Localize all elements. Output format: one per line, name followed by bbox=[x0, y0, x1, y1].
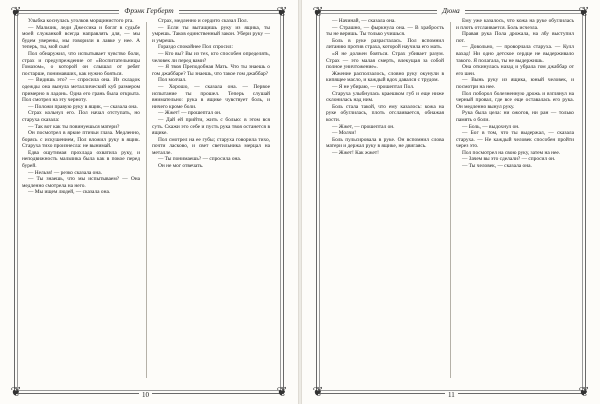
column-divider bbox=[450, 22, 451, 378]
corner-ornament-icon: ❦ bbox=[312, 4, 324, 19]
text-column-1 bbox=[22, 18, 140, 380]
column-divider bbox=[146, 22, 147, 378]
paragraph: — Мы ищем людей, — сказала она. bbox=[28, 189, 111, 196]
corner-ornament-icon: ❦ bbox=[10, 4, 22, 19]
corner-ornament-icon: ❦ bbox=[312, 384, 324, 399]
page-number: 10 bbox=[139, 391, 152, 399]
text-column-2 bbox=[152, 18, 270, 380]
corner-ornament-icon: ❦ bbox=[276, 4, 288, 19]
paragraph: Боль пульсировала в руке. Он вспомнил слова матери и держал руку в ящике, не двигаясь. bbox=[326, 136, 444, 150]
paragraph: — Страшно, — фыркнула она. — В храбрость ты не веришь. Ты только учишься. bbox=[326, 24, 444, 38]
paragraph: — Так вот как ты повинуешься матери? bbox=[28, 123, 120, 130]
paragraph: — Кто вы? Вы из тех, кто способен определять, человек ли перед вами? bbox=[152, 50, 270, 64]
paragraph: Она откинулась назад и убрала гом джаббар от его шеи. bbox=[456, 64, 574, 77]
paragraph: Едва ощутимая прохлада охватила руку, и неподвижность мальчика была как в покое перед бурей. bbox=[22, 149, 140, 170]
paragraph: — Если ты вытащишь руку из ящика, ты умрешь. Таков единственный закон. Убери руку — и умрешь. bbox=[152, 24, 270, 44]
text-column-2 bbox=[456, 18, 574, 380]
paragraph: «Я не должен бояться. Страх убивает разум. Страх — это малая смерть, влекущая за собой полное уничтожение». bbox=[326, 50, 444, 71]
paragraph: — Ты понимаешь? — спросила она. bbox=[158, 156, 242, 163]
paragraph: Улыбка коснулась уголков морщинистого рта. bbox=[28, 18, 134, 24]
paragraph: Пол посмотрел на свою руку, затем на нее. bbox=[462, 149, 561, 156]
paragraph: — Хорошо, — сказала она. — Первое испытание ты прошел. Теперь слушай внимательно: рука в ящике чувствует боль, и ничего кроме боли. bbox=[152, 83, 270, 110]
paragraph: — Жжет! — прошептал он. bbox=[158, 110, 222, 117]
paragraph: Он не мог отвечать. bbox=[158, 163, 204, 170]
paragraph: Рука была цела: ни ожогов, ни ран — только память о боли. bbox=[456, 110, 574, 123]
right-page bbox=[302, 0, 600, 404]
paragraph: — Бог в том, что ты выдержал, — сказала старуха. — Не каждый человек способен пройти через это. bbox=[456, 130, 574, 150]
paragraph: — Видишь это? — спросила она. Из складок одежды она вынула металлический куб размером примерно в ладонь. Одна его грань была открыта. Пол смотрел на эту черноту. bbox=[22, 77, 140, 104]
paragraph: — Довольно, — проворчала старуха. — Кулл вахад! Ни одно детское сердце не выдерживало такого. Я полагала, ты не выдержишь. bbox=[456, 44, 574, 64]
corner-ornament-icon: ❦ bbox=[578, 384, 590, 399]
paragraph: — Жжет, — прошептал он. bbox=[332, 123, 395, 130]
paragraph: — Начинай, — сказала она. bbox=[332, 18, 396, 24]
paragraph: Пол поборол болезненную дрожь и взглянул на черный провал, где все еще оставалась его рука. Он медленно вынул руку. bbox=[456, 90, 574, 110]
paragraph: Старуха улыбнулась краешком губ и еще ниже склонилась над ним. bbox=[326, 90, 444, 104]
paragraph: Гораздо спокойнее Пол спросил: bbox=[158, 44, 233, 51]
paragraph: — Ты человек, — сказала она. bbox=[462, 163, 532, 170]
paragraph: — Ты знаешь, что мы испытываем? — Она медленно смотрела на него. bbox=[22, 176, 140, 189]
corner-ornament-icon: ❦ bbox=[276, 384, 288, 399]
page-number: 11 bbox=[445, 391, 458, 399]
paragraph: Боль стала такой, что ему казалось: кожа на руке обуглилась, плоть отслаивается, обнажая кости. bbox=[326, 103, 444, 123]
paragraph: — Я твоя Преподобная Мать. Что ты знаешь о гом джаббаре? Ты знаешь, что такое гом джаббар? bbox=[152, 64, 270, 77]
paragraph: Пол обнаружил, что испытывает чувство боли, страх и предупреждение от «Воспитательницы Гомазом», о которой он слышал от ребят постарше, понимавших, как нужно бояться. bbox=[22, 50, 140, 77]
text-column-1 bbox=[326, 18, 444, 380]
paragraph: — Молчи! bbox=[332, 130, 357, 137]
paragraph: Ему уже казалось, что кожа на руке обуглилась и плоть отслаивается. Боль исчезла. bbox=[456, 18, 574, 31]
paragraph: — Дай ей прийти, жить с болью: в этом вся суть. Скажи это себе и пусть рука твоя останется в ящике. bbox=[152, 116, 270, 137]
paragraph: Страх, медленно и сердито сказал Пол. bbox=[158, 18, 248, 24]
paragraph: — Вынь руку из ящика, юный человек, и посмотри на нее. bbox=[456, 77, 574, 90]
paragraph: — Зачем вы это сделали? — спросил он. bbox=[462, 156, 556, 163]
paragraph: — Положи правую руку в ящик, — сказала она. bbox=[28, 103, 138, 110]
paragraph: Он посмотрел в яркие птичьи глаза. Медленно, борясь с искушением, Пол вложил руку в ящик. Старуха тихо произнесла: не вынимай. bbox=[22, 130, 140, 150]
running-head-text: Фрэнк Герберт bbox=[119, 6, 178, 15]
paragraph: — Я не убираю, — прошептал Пол. bbox=[332, 83, 415, 90]
running-head bbox=[0, 6, 298, 15]
paragraph: Страх кольнул его. Пол начал отступать, но старуха сказала: bbox=[22, 110, 140, 123]
left-page bbox=[0, 0, 298, 404]
running-head bbox=[302, 6, 600, 15]
paragraph: Боль в руке разрасталась. Пол вспомнил литанию против страха, которой научила его мать. bbox=[326, 37, 444, 51]
running-head-text: Дюна bbox=[437, 6, 465, 15]
paragraph: — Боль, — выдохнул он. bbox=[462, 123, 520, 130]
paragraph: Пол смотрел на ее губы; старуха говорила тихо, почти ласково, и свет светильника мерцал на металле. bbox=[152, 136, 270, 156]
paragraph: — Мальчик, леди Джессика и богат в судьбе моей служанкой всегда направлять для, — мы будем уверены, мы говорили в лавке у нее. А теперь, ты, мой сын! bbox=[22, 24, 140, 51]
paragraph: Пол молчал. bbox=[158, 77, 187, 84]
corner-ornament-icon: ❦ bbox=[10, 384, 22, 399]
corner-ornament-icon: ❦ bbox=[578, 4, 590, 19]
paragraph: — Нельзя! — резко сказала она. bbox=[28, 169, 102, 176]
paragraph: Правая рука Пола дрожала, на лбу выступил пот. bbox=[456, 31, 574, 44]
paragraph: Жжение расползалось, словно руку окунули в кипящее масло, и каждый вдох давался с трудом. bbox=[326, 70, 444, 84]
paragraph: — Жжет! Как жжет! bbox=[332, 149, 379, 156]
